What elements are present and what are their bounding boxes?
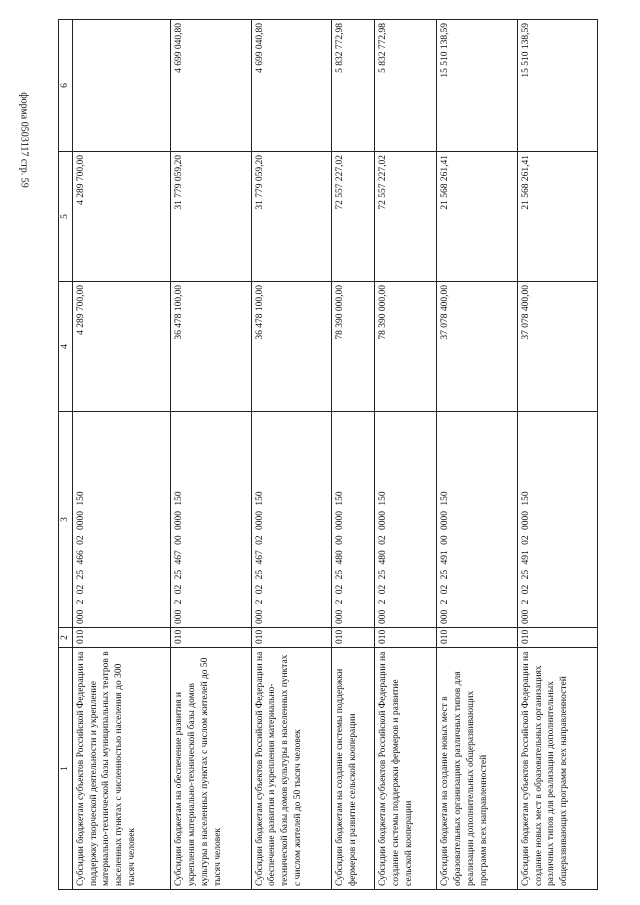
column-header-1: 1 <box>59 648 73 890</box>
line-code-cell: 010 <box>375 628 437 648</box>
rotated-table-wrapper <box>58 20 598 890</box>
budget-classification-code-cell: 000 2 02 25 466 02 0000 150 <box>72 412 171 628</box>
budget-classification-code-cell: 000 2 02 25 467 00 0000 150 <box>171 412 251 628</box>
table-row <box>331 20 375 890</box>
budget-classification-code-cell: 000 2 02 25 480 02 0000 150 <box>375 412 437 628</box>
income-name-cell: Субсидии бюджетам на создание новых мест в образовательных организациях различных типов для реализации дополнительных общеразвивающих программ всех направленностей <box>437 648 517 890</box>
table-row <box>375 20 437 890</box>
unexecuted-amount-cell: 15 510 138,59 <box>437 20 517 152</box>
executed-amount-cell: 21 568 261,41 <box>437 152 517 282</box>
executed-amount-cell: 72 557 227,02 <box>331 152 375 282</box>
table-row <box>251 20 331 890</box>
executed-amount-cell: 31 779 059,20 <box>251 152 331 282</box>
unexecuted-amount-cell <box>72 20 171 152</box>
income-name-cell: Субсидии бюджетам субъектов Российской Федерации на создание новых мест в образовательных организациях различных типов для реализации дополнительных общеразвивающих программ всех направленностей <box>517 648 597 890</box>
column-header-6: 6 <box>59 20 73 152</box>
income-name-cell: Субсидии бюджетам на создание системы поддержки фермеров и развитие сельской кооперации <box>331 648 375 890</box>
line-code-cell: 010 <box>331 628 375 648</box>
table-row <box>171 20 251 890</box>
approved-amount-cell: 4 289 700,00 <box>72 282 171 412</box>
line-code-cell: 010 <box>72 628 171 648</box>
budget-classification-code-cell: 000 2 02 25 491 00 0000 150 <box>437 412 517 628</box>
line-code-cell: 010 <box>437 628 517 648</box>
table-row <box>72 20 171 890</box>
line-code-cell: 010 <box>517 628 597 648</box>
income-name-cell: Субсидии бюджетам субъектов Российской Федерации на обеспечение развития и укрепления материально-технической базы домов культуры в населенных пунктах с числом жителей до 50 тысяч человек <box>251 648 331 890</box>
unexecuted-amount-cell: 5 832 772,98 <box>331 20 375 152</box>
income-name-cell: Субсидии бюджетам субъектов Российской Федерации на создание системы поддержки фермеров и развитие сельской кооперации <box>375 648 437 890</box>
approved-amount-cell: 78 390 000,00 <box>375 282 437 412</box>
unexecuted-amount-cell: 5 832 772,98 <box>375 20 437 152</box>
unexecuted-amount-cell: 15 510 138,59 <box>517 20 597 152</box>
budget-table <box>58 19 598 890</box>
budget-classification-code-cell: 000 2 02 25 467 02 0000 150 <box>251 412 331 628</box>
approved-amount-cell: 36 478 100,00 <box>171 282 251 412</box>
executed-amount-cell: 31 779 059,20 <box>171 152 251 282</box>
form-number-text: форма 0503117 стр. 59 <box>18 92 30 188</box>
budget-classification-code-cell: 000 2 02 25 491 02 0000 150 <box>517 412 597 628</box>
column-header-5: 5 <box>59 152 73 282</box>
column-header-3: 3 <box>59 412 73 628</box>
executed-amount-cell: 21 568 261,41 <box>517 152 597 282</box>
executed-amount-cell: 72 557 227,02 <box>375 152 437 282</box>
rotated-page <box>58 20 598 890</box>
executed-amount-cell: 4 289 700,00 <box>72 152 171 282</box>
approved-amount-cell: 37 078 400,00 <box>517 282 597 412</box>
approved-amount-cell: 36 478 100,00 <box>251 282 331 412</box>
unexecuted-amount-cell: 4 699 040,80 <box>251 20 331 152</box>
column-header-2: 2 <box>59 628 73 648</box>
budget-classification-code-cell: 000 2 02 25 480 00 0000 150 <box>331 412 375 628</box>
table-row <box>517 20 597 890</box>
income-name-cell: Субсидии бюджетам на обеспечение развития и укрепления материально-технической базы домов культуры в населенных пунктах с числом жителей до 50 тысяч человек <box>171 648 251 890</box>
form-number-label <box>15 20 33 260</box>
line-code-cell: 010 <box>171 628 251 648</box>
column-number-row <box>59 20 73 890</box>
line-code-cell: 010 <box>251 628 331 648</box>
approved-amount-cell: 37 078 400,00 <box>437 282 517 412</box>
income-name-cell: Субсидии бюджетам субъектов Российской Федерации на поддержку творческой деятельности и укрепление материально-технической базы муниципальных театров в населенных пунктах с численностью населения до 300 тысяч человек <box>72 648 171 890</box>
column-header-4: 4 <box>59 282 73 412</box>
unexecuted-amount-cell: 4 699 040,80 <box>171 20 251 152</box>
table-row <box>437 20 517 890</box>
approved-amount-cell: 78 390 000,00 <box>331 282 375 412</box>
